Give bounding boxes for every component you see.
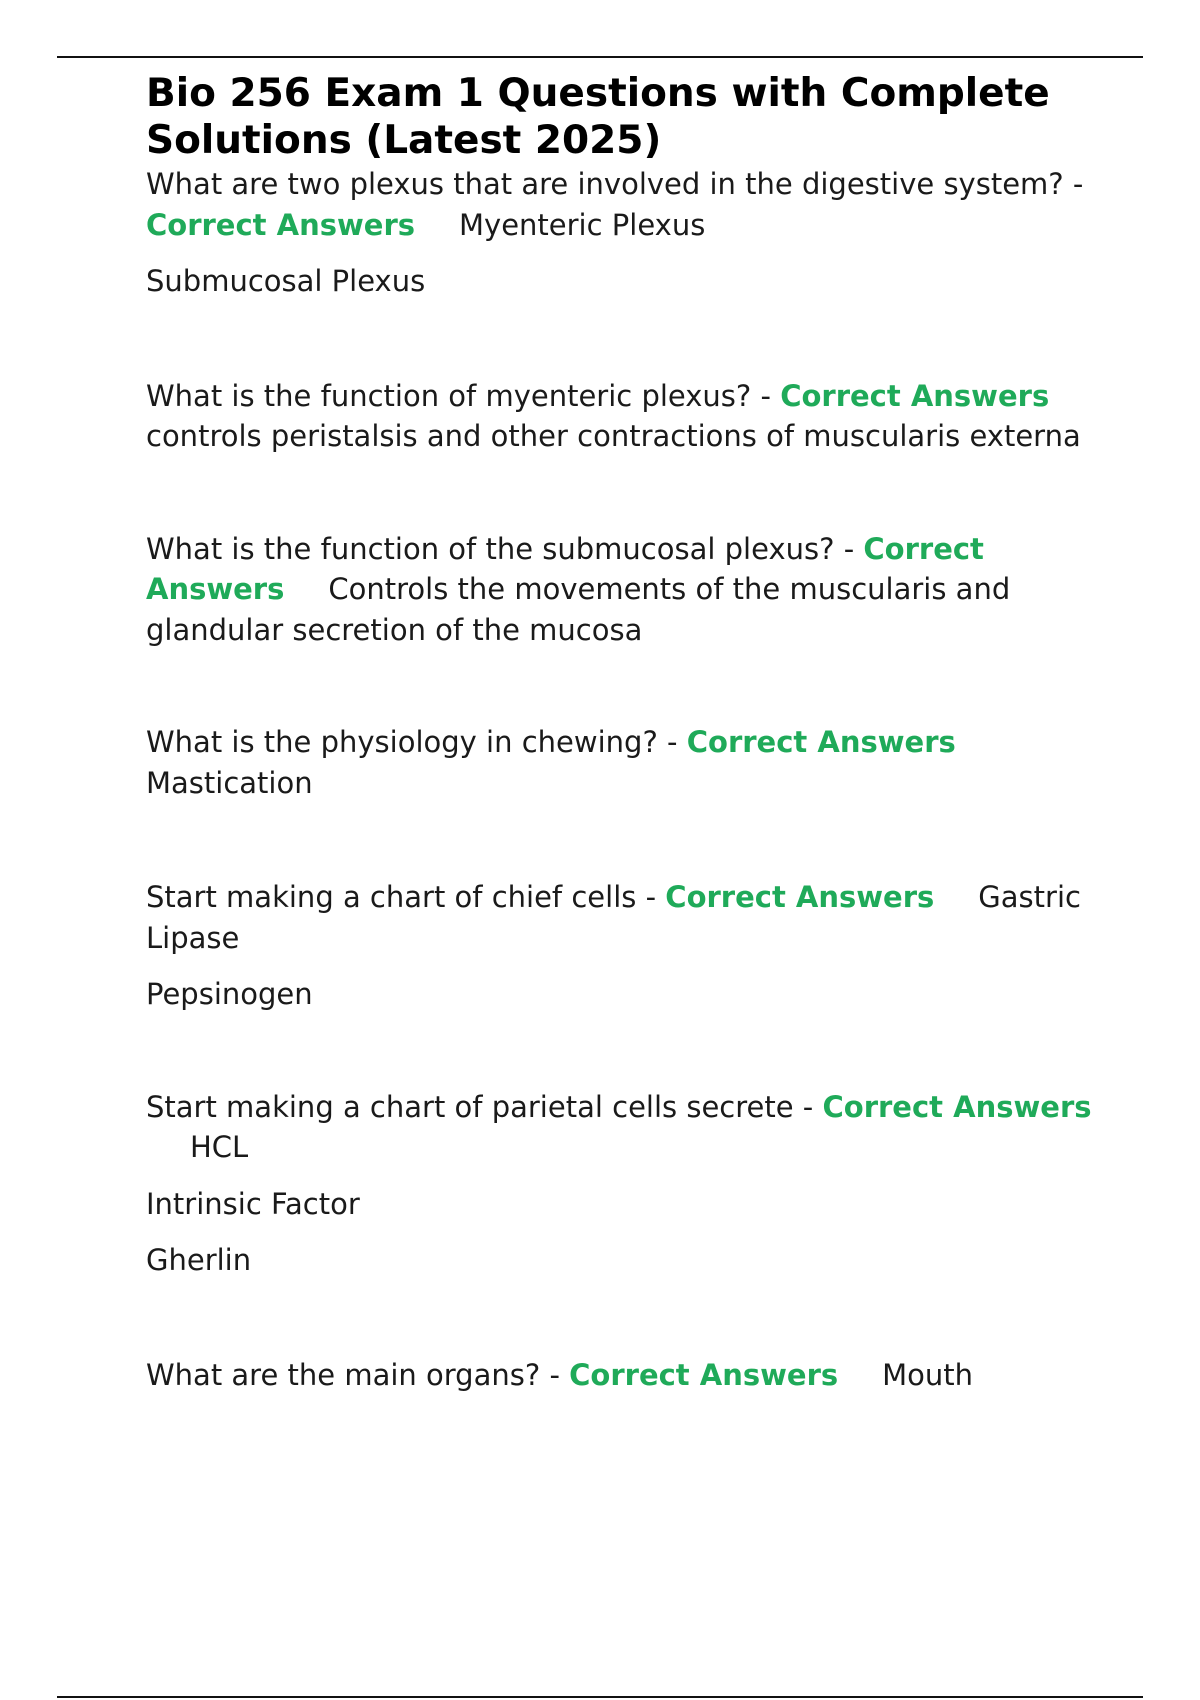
question-text: What are the main organs? bbox=[146, 1357, 541, 1392]
answer-extra-line: Pepsinogen bbox=[146, 977, 313, 1011]
correct-answers-tag: Correct Answers bbox=[822, 1089, 1092, 1124]
document-body bbox=[146, 70, 1106, 1395]
answer-extra-line: Gherlin bbox=[146, 1243, 252, 1277]
qa-item bbox=[146, 722, 1106, 803]
qa-line bbox=[146, 1087, 1106, 1168]
answer-text: controls peristalsis and other contractions of muscularis externa bbox=[146, 419, 1081, 453]
answer-extra-line: Submucosal Plexus bbox=[146, 264, 426, 298]
qa-line bbox=[146, 529, 1106, 651]
correct-answers-tag: Correct Answers bbox=[146, 531, 984, 606]
correct-answers-tag: Correct Answers bbox=[665, 880, 935, 914]
qa-item bbox=[146, 877, 1106, 1015]
answer-text: HCL bbox=[190, 1130, 249, 1164]
answer-text: Controls the movements of the muscularis and glandular secretion of the mucosa bbox=[146, 572, 1011, 647]
answer-text: Mastication bbox=[146, 765, 313, 800]
separator: - bbox=[1063, 167, 1084, 201]
separator: - bbox=[834, 531, 864, 566]
qa-line bbox=[146, 1355, 1106, 1396]
bottom-rule bbox=[57, 1696, 1143, 1698]
top-rule bbox=[57, 56, 1143, 58]
separator: - bbox=[657, 725, 687, 759]
answer-text: Myenteric Plexus bbox=[459, 207, 706, 242]
correct-answers-tag: Correct Answers bbox=[686, 725, 956, 759]
qa-line bbox=[146, 877, 1106, 958]
answer-text: Gastric Lipase bbox=[146, 880, 1081, 955]
separator: - bbox=[540, 1357, 570, 1392]
question-text: What is the physiology in chewing? bbox=[146, 725, 658, 759]
separator: - bbox=[751, 378, 781, 413]
correct-answers-tag: Correct Answers bbox=[146, 207, 416, 242]
separator: - bbox=[793, 1089, 823, 1124]
question-text: What is the function of myenteric plexus? bbox=[146, 378, 752, 413]
qa-item bbox=[146, 164, 1106, 302]
qa-line bbox=[146, 164, 1106, 245]
question-text: Start making a chart of chief cells bbox=[146, 880, 637, 914]
question-text: Start making a chart of parietal cells secrete bbox=[146, 1089, 794, 1124]
qa-line bbox=[146, 722, 1106, 803]
separator: - bbox=[636, 880, 666, 914]
qa-item bbox=[146, 376, 1106, 457]
question-text: What is the function of the submucosal plexus? bbox=[146, 531, 835, 566]
qa-item bbox=[146, 1087, 1106, 1281]
answer-extra-line: Intrinsic Factor bbox=[146, 1186, 360, 1221]
correct-answers-tag: Correct Answers bbox=[780, 378, 1050, 413]
document-title: Bio 256 Exam 1 Questions with Complete Solutions (Latest 2025) bbox=[146, 71, 1050, 163]
qa-item bbox=[146, 529, 1106, 651]
qa-item bbox=[146, 1355, 1106, 1396]
qa-line bbox=[146, 376, 1106, 457]
question-text: What are two plexus that are involved in the digestive system? bbox=[146, 167, 1064, 201]
correct-answers-tag: Correct Answers bbox=[569, 1357, 839, 1392]
answer-text: Mouth bbox=[882, 1357, 974, 1392]
